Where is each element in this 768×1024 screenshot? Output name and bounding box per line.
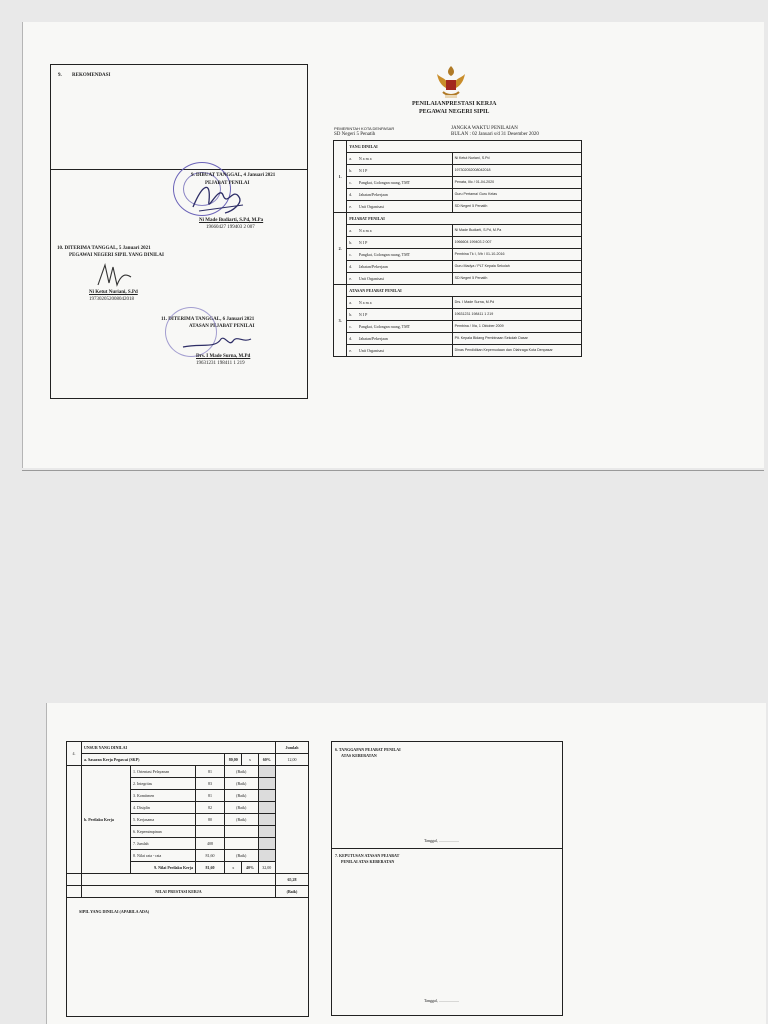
- behavior-item: 7. Jumlah: [131, 838, 196, 850]
- recv-nip: 197302052008042018: [89, 297, 134, 302]
- behavior-row: [67, 766, 309, 778]
- behavior-grade: [225, 826, 259, 838]
- identity-row: [334, 237, 582, 249]
- identity-row: [334, 297, 582, 309]
- row-label: Pangkat, Golongan ruang, TMT: [357, 249, 452, 261]
- resp-divider: [332, 848, 562, 849]
- row-key: b.: [347, 237, 357, 249]
- made-date: 9. DIBUAT TANGGAL, 4 Januari 2021: [191, 173, 276, 178]
- identity-row: [334, 345, 582, 357]
- section-header: [334, 141, 582, 153]
- row-label: Pangkat, Golongan ruang, TMT: [357, 177, 452, 189]
- identity-row: [334, 321, 582, 333]
- rec-divider: [51, 169, 307, 170]
- sec-no: 4.: [67, 742, 82, 766]
- behavior-grade: (Baik): [225, 790, 259, 802]
- decision-date: Tanggal, ....................: [424, 998, 459, 1003]
- row-key: d.: [347, 333, 357, 345]
- row-label: N a m a: [357, 153, 452, 165]
- row-key: c.: [347, 249, 357, 261]
- behavior-item: 2. Integritas: [131, 778, 196, 790]
- sum-total: 65,28: [276, 874, 309, 886]
- form-title-1: PENILAIANPRESTASI KERJA: [412, 101, 497, 107]
- behavior-value: 81,60: [196, 862, 225, 874]
- identity-row: [334, 309, 582, 321]
- sup-date: 11. DITERIMA TANGGAL, 6 Januari 2021: [161, 317, 255, 322]
- garuda-emblem-icon: [434, 64, 468, 100]
- row-value: Drs. I Made Surna, M.Pd: [452, 297, 581, 309]
- identity-row: [334, 189, 582, 201]
- signature-nuriani: [95, 261, 135, 291]
- behavior-grade: (Baik): [225, 778, 259, 790]
- final-grade: (Baik): [276, 886, 309, 898]
- behavior-grade: (Baik): [225, 802, 259, 814]
- decision-title-1: 7. KEPUTUSAN ATASAN PEJABAT: [335, 853, 400, 858]
- row-label: Pangkat, Golongan ruang, TMT: [357, 321, 452, 333]
- behavior-item: 5. Kerjasama: [131, 814, 196, 826]
- behavior-value-label: 9. Nilai Perilaku Kerja: [131, 862, 196, 874]
- behavior-item: 1. Orientasi Pelayanan: [131, 766, 196, 778]
- row-label: Jabatan/Pekerjaan: [357, 261, 452, 273]
- row-value: SD Negeri 5 Penatih: [452, 201, 581, 213]
- row-value: Ni Ketut Nuriani, S.Pd: [452, 153, 581, 165]
- row-value: SD Negeri 5 Penatih: [452, 273, 581, 285]
- identity-row: [334, 165, 582, 177]
- behavior-item: 4. Disiplin: [131, 802, 196, 814]
- behavior-score: 81,60: [196, 850, 225, 862]
- behavior-score: 81: [196, 790, 225, 802]
- behavior-item: 6. Kepemimpinan: [131, 826, 196, 838]
- section-header: [334, 285, 582, 297]
- period-label: JANGKA WAKTU PENILAIAN: [451, 126, 518, 131]
- identity-row: [334, 273, 582, 285]
- row-value: Guru Madya / PLT Kepala Sekolah: [452, 261, 581, 273]
- score-table: [66, 741, 309, 898]
- objection-label: SIPIL YANG DINILAI (APABILA ADA): [79, 909, 150, 914]
- made-role: PEJABAT PENILAI: [205, 181, 250, 186]
- made-nip: 19660427 199403 2 007: [206, 225, 255, 230]
- resp-title-1: 6. TANGGAPAN PEJABAT PENILAI: [335, 747, 401, 752]
- row-label: Unit Organisasi: [357, 273, 452, 285]
- behavior-pct: 40%: [242, 862, 258, 874]
- section-title: ATASAN PEJABAT PENILAI: [347, 285, 582, 297]
- form-title-2: PEGAWAI NEGERI SIPIL: [419, 109, 490, 115]
- row-key: e.: [347, 201, 357, 213]
- skp-pct: 60%: [258, 754, 275, 766]
- sup-nip: 19631231 198411 1 219: [196, 361, 245, 366]
- behavior-x: x: [225, 862, 242, 874]
- behavior-label: b. Perilaku Kerja: [82, 766, 131, 874]
- behavior-score: 83: [196, 778, 225, 790]
- rec-no: 9.: [58, 73, 62, 78]
- response-page: [331, 741, 563, 1016]
- identity-row: [334, 249, 582, 261]
- row-key: a.: [347, 225, 357, 237]
- made-name: Ni Made Budiarti, S.Pd, M.Pa: [199, 218, 264, 223]
- identity-row: [334, 261, 582, 273]
- behavior-total: 32,00: [258, 862, 275, 874]
- row-label: N I P: [357, 165, 452, 177]
- behavior-score: 82: [196, 802, 225, 814]
- row-value: Pembina / IVa, 1 Oktober 2009: [452, 321, 581, 333]
- row-value: 1966604 199403 2 007: [452, 237, 581, 249]
- behavior-grade: (Baik): [225, 766, 259, 778]
- decision-title-2: PENILAI ATAS KEBERATAN: [341, 859, 395, 864]
- row-label: N I P: [357, 309, 452, 321]
- behavior-item: 3. Komitmen: [131, 790, 196, 802]
- sup-role: ATASAN PEJABAT PENILAI: [189, 324, 255, 329]
- row-key: d.: [347, 261, 357, 273]
- resp-title-2: ATAS KEBERATAN: [341, 753, 377, 758]
- skp-total: 12,00: [276, 754, 309, 766]
- recv-name: Ni Ketut Nuriani, S.Pd: [89, 290, 138, 295]
- row-label: Unit Organisasi: [357, 345, 452, 357]
- behavior-grade: (Baik): [225, 814, 259, 826]
- rec-title: REKOMENDASI: [72, 73, 111, 78]
- signature-surna: [181, 331, 253, 355]
- section-title: YANG DINILAI: [347, 141, 582, 153]
- row-value: Dinas Pendidikan Kepemudaan dan Olahraga Kota Denpasar: [452, 345, 581, 357]
- identity-row: [334, 333, 582, 345]
- row-key: b.: [347, 165, 357, 177]
- row-label: Jabatan/Pekerjaan: [357, 333, 452, 345]
- section-header: [334, 213, 582, 225]
- behavior-score: 81: [196, 766, 225, 778]
- behavior-score: [196, 826, 225, 838]
- row-value: Penata, IIIc / 01-04-2020: [452, 177, 581, 189]
- score-page: [66, 741, 309, 1017]
- behavior-grade: (Baik): [225, 850, 259, 862]
- period-value: BULAN : 02 Januari s/d 31 Desember 2020: [451, 132, 539, 137]
- behavior-item: 8. Nilai rata - rata: [131, 850, 196, 862]
- final-label: NILAI PRESTASI KERJA: [82, 886, 276, 898]
- row-key: d.: [347, 189, 357, 201]
- row-value: 19631231 198411 1 219: [452, 309, 581, 321]
- sum-row: [67, 874, 309, 886]
- row-key: a.: [347, 297, 357, 309]
- row-key: e.: [347, 345, 357, 357]
- government-name: PEMERINTAH KOTA DENPASAR: [334, 126, 395, 131]
- row-key: e.: [347, 273, 357, 285]
- row-value: 197302052008042018: [452, 165, 581, 177]
- row-key: a.: [347, 153, 357, 165]
- row-value: Guru Pertama/ Guru Kelas: [452, 189, 581, 201]
- row-key: c.: [347, 321, 357, 333]
- behavior-score: 80: [196, 814, 225, 826]
- identity-row: [334, 201, 582, 213]
- row-label: Jabatan/Pekerjaan: [357, 189, 452, 201]
- behavior-score: 408: [196, 838, 225, 850]
- identity-table: [333, 140, 582, 357]
- identity-row: [334, 177, 582, 189]
- left-page: [50, 64, 308, 399]
- recv-role: PEGAWAI NEGERI SIPIL YANG DINILAI: [69, 253, 164, 258]
- school-name: SD Negeri 5 Penatih: [334, 132, 376, 137]
- col-total: Jumlah: [276, 742, 309, 754]
- row-label: N I P: [357, 237, 452, 249]
- row-value: Pembina Tk I, IVb / 01-10-2016: [452, 249, 581, 261]
- section-title: PEJABAT PENILAI: [347, 213, 582, 225]
- recv-date: 10. DITERIMA TANGGAL, 5 Januari 2021: [57, 246, 151, 251]
- row-value: Ni Made Budiarti, S.Pd, M.Pa: [452, 225, 581, 237]
- identity-row: [334, 225, 582, 237]
- identity-row: [334, 153, 582, 165]
- skp-label: a. Sasaran Kerja Pegawai (SKP): [82, 754, 225, 766]
- row-label: N a m a: [357, 297, 452, 309]
- section-no: 2.: [334, 213, 347, 285]
- row-label: Unit Organisasi: [357, 201, 452, 213]
- skp-x: x: [242, 754, 258, 766]
- sup-name: Drs. I Made Surna, M.Pd: [196, 354, 251, 359]
- row-label: N a m a: [357, 225, 452, 237]
- row-key: b.: [347, 309, 357, 321]
- scan-edge-left: [22, 22, 23, 468]
- sec-title: UNSUR YANG DINILAI: [82, 742, 276, 754]
- behavior-grade: [225, 838, 259, 850]
- scan-edge-left-bottom: [46, 703, 47, 1024]
- row-value: Plt. Kepala Bidang Pembinaan Sekolah Dasar: [452, 333, 581, 345]
- section-no: 1.: [334, 141, 347, 213]
- skp-value: 80,00: [225, 754, 242, 766]
- scan-edge-bottom: [22, 470, 764, 471]
- row-key: c.: [347, 177, 357, 189]
- section-no: 3.: [334, 285, 347, 357]
- resp-date: Tanggal, ....................: [424, 838, 459, 843]
